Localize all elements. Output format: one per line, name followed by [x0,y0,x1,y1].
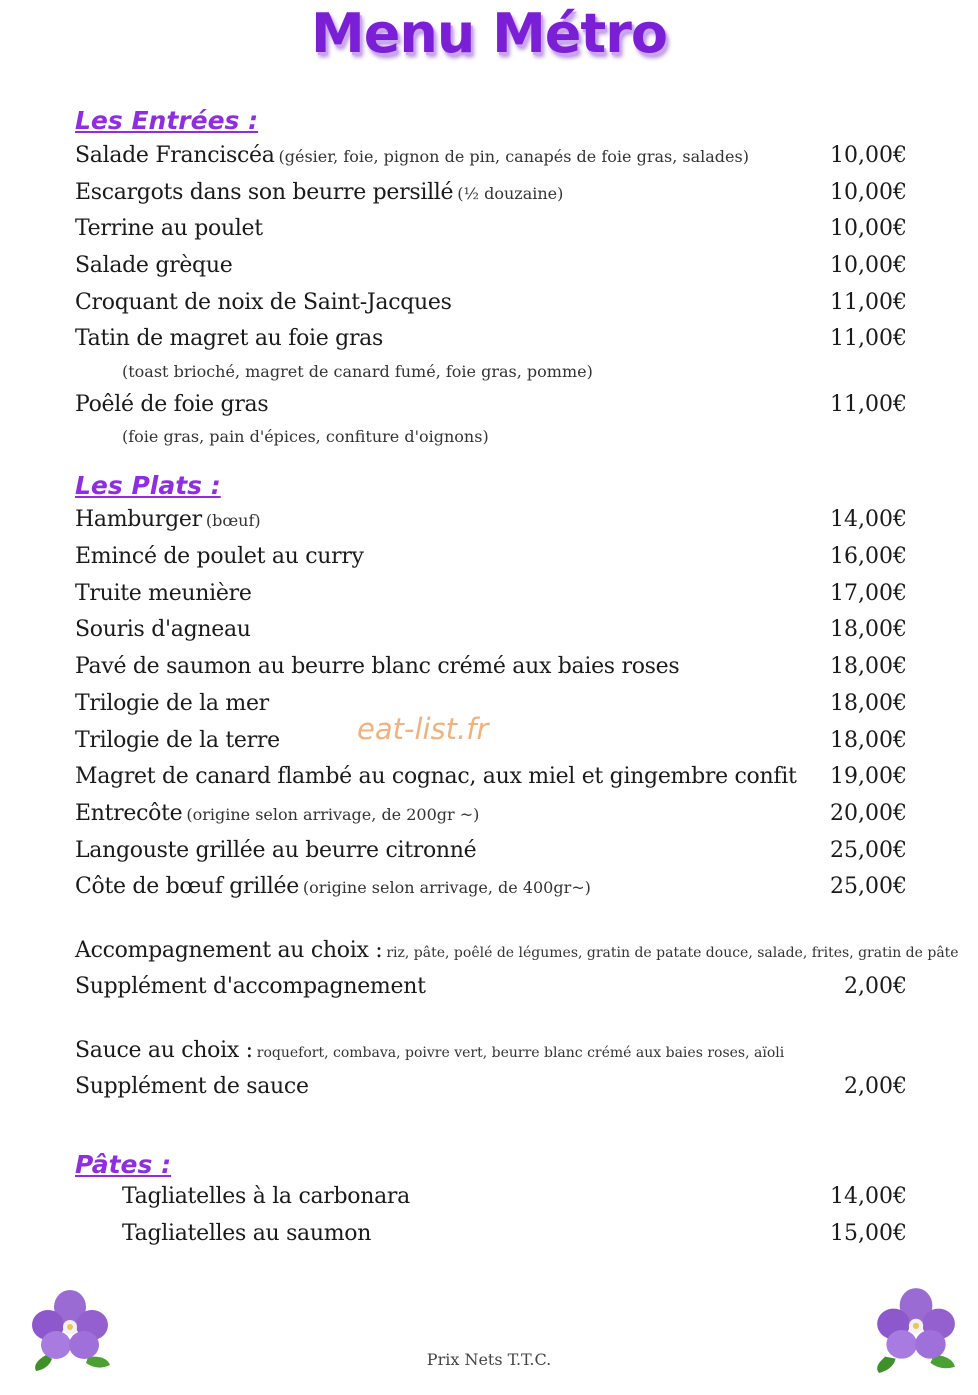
item-name: Trilogie de la mer [75,691,269,716]
item-price: 2,00€ [844,974,907,999]
item-price: 10,00€ [830,180,907,205]
menu-item [75,870,907,904]
item-name: Supplément d'accompagnement [75,974,426,999]
choice-label: Sauce au choix : [75,1038,253,1063]
page-title: Menu Métro [311,2,667,65]
item-name: Tatin de magret au foie gras [75,326,383,351]
item-name: Salade Franciscéa [75,143,275,168]
item-note: (½ douzaine) [457,184,564,203]
sauce-choice [75,1034,907,1068]
item-name: Tagliatelles au saumon [122,1221,372,1246]
menu-item [75,687,907,721]
footer-note: Prix Nets T.T.C. [426,1350,552,1369]
item-price: 19,00€ [830,764,907,789]
item-name: Emincé de poulet au curry [75,544,364,569]
accompagnement-choice [75,934,959,968]
item-name: Salade grèque [75,253,233,278]
menu-item [122,1180,907,1214]
item-price: 18,00€ [830,654,907,679]
choice-options: roquefort, combava, poivre vert, beurre blanc crémé aux baies roses, aïoli [256,1045,785,1061]
item-price: 11,00€ [830,290,907,315]
menu-item [75,503,907,537]
accompagnement-supplement [75,970,907,1004]
menu-item [75,650,907,684]
item-price: 2,00€ [844,1074,907,1099]
item-price: 15,00€ [830,1221,907,1246]
menu-item [75,286,907,320]
watermark: eat-list.fr [357,712,489,746]
item-price: 18,00€ [830,728,907,753]
item-price: 18,00€ [830,691,907,716]
menu-item [75,834,907,868]
item-note: (origine selon arrivage, de 400gr~) [302,878,591,897]
item-price: 14,00€ [830,507,907,532]
item-price: 25,00€ [830,838,907,863]
item-name: Magret de canard flambé au cognac, aux miel et gingembre confit [75,764,797,789]
item-name: Souris d'agneau [75,617,251,642]
item-detail: (toast brioché, magret de canard fumé, foie gras, pomme) [122,362,593,381]
item-name: Terrine au poulet [75,216,263,241]
item-detail: (foie gras, pain d'épices, confiture d'oignons) [122,427,489,446]
menu-item [75,212,907,246]
menu-item [75,388,907,422]
item-price: 20,00€ [830,801,907,826]
menu-item [75,613,907,647]
item-name: Hamburger [75,507,202,532]
menu-item [75,760,907,794]
item-name: Langouste grillée au beurre citronné [75,838,477,863]
item-name: Croquant de noix de Saint-Jacques [75,290,452,315]
menu-item [75,577,907,611]
item-name: Côte de bœuf grillée [75,874,299,899]
item-name: Pavé de saumon au beurre blanc crémé aux baies roses [75,654,680,679]
item-price: 25,00€ [830,874,907,899]
menu-item [75,540,907,574]
menu-item [75,797,907,831]
item-price: 10,00€ [830,216,907,241]
section-heading-entrees: Les Entrées : [75,106,259,135]
section-heading-pates: Pâtes : [75,1150,172,1179]
item-note: (gésier, foie, pignon de pin, canapés de foie gras, salades) [278,147,749,166]
item-name: Supplément de sauce [75,1074,309,1099]
choice-options: riz, pâte, poêlé de légumes, gratin de patate douce, salade, frites, gratin de pâte [386,945,959,961]
item-note: (bœuf) [205,511,261,530]
menu-item [75,322,907,356]
item-name: Escargots dans son beurre persillé [75,180,454,205]
item-price: 16,00€ [830,544,907,569]
item-name: Poêlé de foie gras [75,392,269,417]
menu-item [75,139,907,173]
item-name: Truite meunière [75,581,252,606]
item-price: 17,00€ [830,581,907,606]
item-name: Trilogie de la terre [75,728,280,753]
menu-item [75,176,907,210]
section-heading-plats: Les Plats : [75,471,221,500]
item-price: 10,00€ [830,253,907,278]
item-name: Entrecôte [75,801,183,826]
item-price: 11,00€ [830,326,907,351]
item-note: (origine selon arrivage, de 200gr ~) [186,805,480,824]
item-price: 11,00€ [830,392,907,417]
item-price: 10,00€ [830,143,907,168]
menu-item [75,249,907,283]
menu-item [75,724,907,758]
item-price: 18,00€ [830,617,907,642]
menu-item [122,1217,907,1251]
item-price: 14,00€ [830,1184,907,1209]
item-name: Tagliatelles à la carbonara [122,1184,410,1209]
sauce-supplement [75,1070,907,1104]
choice-label: Accompagnement au choix : [75,938,383,963]
